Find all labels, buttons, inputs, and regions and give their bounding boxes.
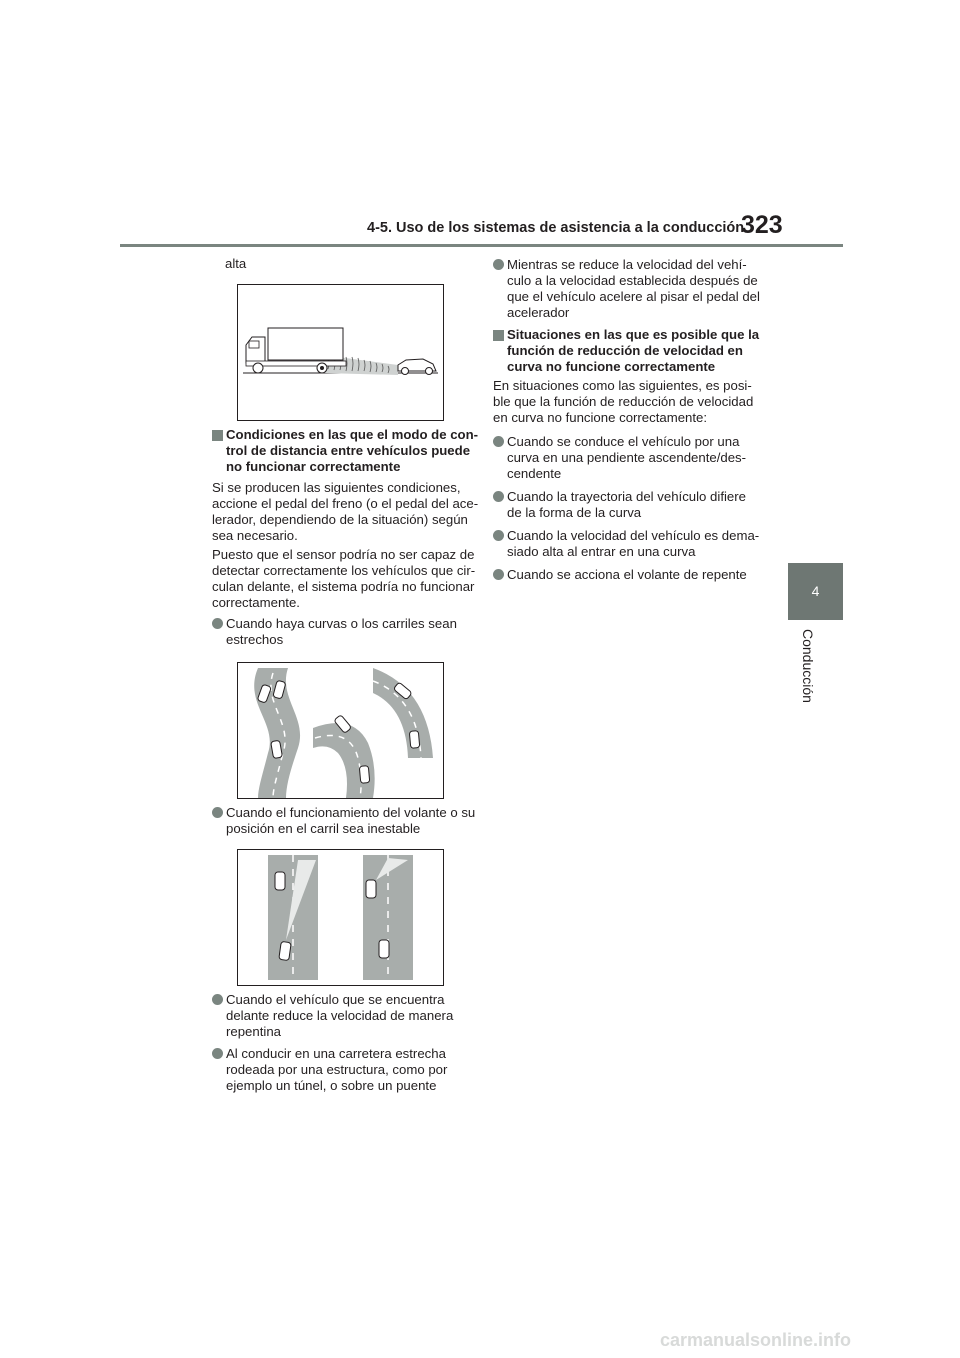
bullet-decelerating: Mientras se reduce la velocidad del vehí- culo a la velocidad establecida después de que el vehículo acelere al pisar el pedal del acelerador: [507, 257, 760, 320]
bullet-high-speed: Cuando la velocidad del vehículo es dema- siado alta al entrar en una curva: [507, 528, 760, 559]
section-title: 4-5. Uso de los sistemas de asistencia a la conducción: [367, 220, 745, 236]
intro-tail: alta: [225, 256, 247, 271]
para-sensor: Puesto que el sensor podría no ser capaz de detectar correctamente los vehículos que cir- culan delante, el sistema podría no funcionar correctamente.: [212, 547, 476, 610]
bullet-icon: [212, 618, 223, 629]
para-curve-reduction: En situaciones como las siguientes, es posi- ble que la función de reducción de velocidad en curva no funcione correctamente:: [493, 378, 754, 425]
bullet-icon: [212, 1048, 223, 1059]
para-brake-advice: Si se producen las siguientes condiciones, accione el pedal del freno (o el pedal del ace- lerador, dependiendo de la situación) según sea necesario.: [212, 480, 479, 543]
heading-marker: [212, 430, 223, 441]
bullet-icon: [212, 807, 223, 818]
bullet-icon: [493, 569, 504, 580]
watermark: carmanualsonline.info: [660, 1330, 852, 1350]
bullet-icon: [493, 530, 504, 541]
heading-marker: [493, 330, 504, 341]
bullet-sudden-slowdown: Cuando el vehículo que se encuentra delante reduce la velocidad de manera repentina: [226, 992, 454, 1039]
page-number: 323: [741, 211, 783, 239]
bullet-icon: [493, 491, 504, 502]
heading-curve-reduction: Situaciones en las que es posible que la función de reducción de velocidad en curva no funcione correctamente: [507, 327, 760, 374]
header-rule: [120, 244, 843, 247]
chapter-tab[interactable]: 4: [788, 563, 843, 620]
bullet-icon: [493, 259, 504, 270]
bullet-curves: Cuando haya curvas o los carriles sean estrechos: [226, 616, 457, 647]
figure-lanes: [237, 849, 444, 986]
bullet-icon: [493, 436, 504, 447]
figure-truck-car: [237, 284, 444, 421]
bullet-icon: [212, 994, 223, 1005]
bullet-narrow-road: Al conducir en una carretera estrecha rodeada por una estructura, como por ejemplo un túnel, o sobre un puente: [226, 1046, 448, 1093]
bullet-slope-curve: Cuando se conduce el vehículo por una curva en una pendiente ascendente/des- cendente: [507, 434, 747, 481]
heading-conditions-distance-mode: Condiciones en las que el modo de con- trol de distancia entre vehículos puede no funcionar correctamente: [226, 427, 479, 474]
chapter-label: Conducción: [800, 629, 816, 703]
figure-curves: [237, 662, 444, 799]
bullet-trajectory: Cuando la trayectoria del vehículo difiere de la forma de la curva: [507, 489, 746, 520]
bullet-steering-unstable: Cuando el funcionamiento del volante o su posición en el carril sea inestable: [226, 805, 476, 836]
bullet-sudden-steering: Cuando se acciona el volante de repente: [507, 567, 747, 582]
